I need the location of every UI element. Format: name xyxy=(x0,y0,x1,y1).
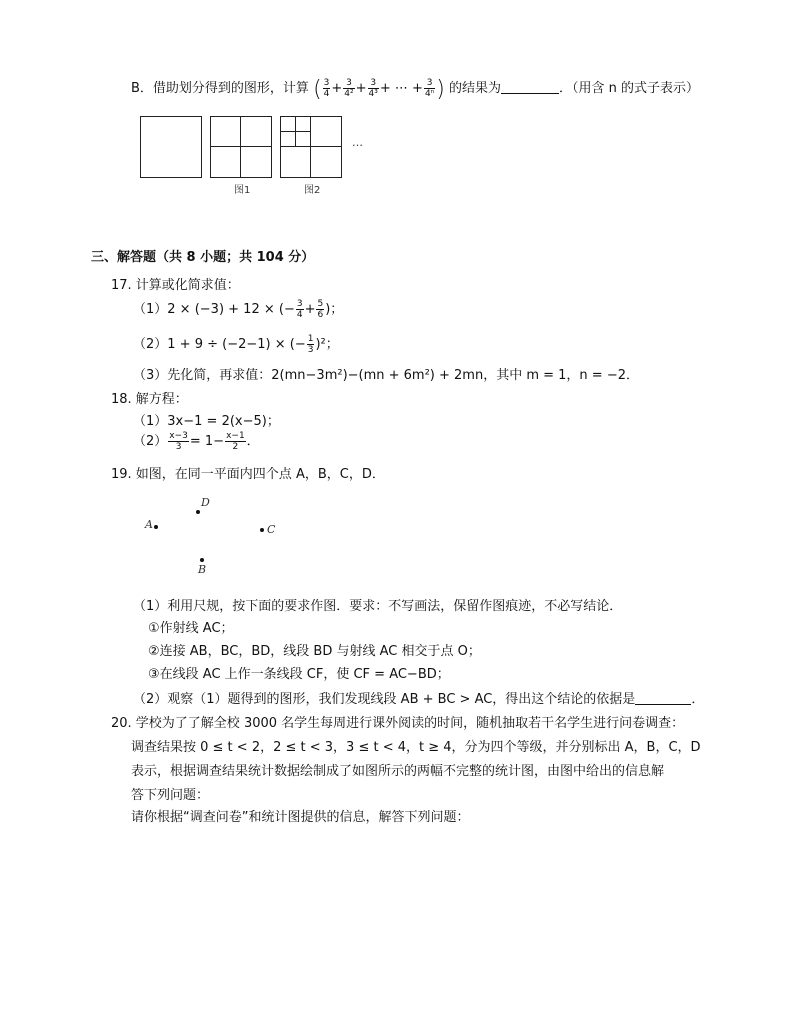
q20-line1: 20. 学校为了了解全校 3000 名学生每周进行课外阅读的时间，随机抽取若干名学生进行问卷调查： xyxy=(111,716,685,731)
point-d xyxy=(196,510,200,514)
question-b-suffix: 的结果为 xyxy=(449,81,502,96)
point-a xyxy=(154,525,158,529)
question-b-prefix: B．借助划分得到的图形，计算 xyxy=(131,81,309,96)
q19-answer-blank[interactable] xyxy=(635,692,691,705)
q19-title: 19. 如图，在同一平面内四个点 A，B，C，D． xyxy=(111,467,385,482)
q20-line5: 请你根据“调查问卷”和统计图提供的信息，解答下列问题： xyxy=(131,810,470,825)
point-a-label: A xyxy=(145,518,153,531)
q20-line2: 调查结果按 0 ≤ t < 2，2 ≤ t < 3，3 ≤ t < 4，t ≥ 4，分为四个等级，并分别标出 A，B，C，D xyxy=(131,740,701,755)
q18-fraction-b: $\frac{x-1}{2}$ xyxy=(226,431,245,452)
q19-part1: （1）利用尺规，按下面的要求作图．要求：不写画法，保留作图痕迹，不必写结论． xyxy=(133,599,623,614)
point-c-label: C xyxy=(267,523,276,536)
q17-fraction-b: $\frac{5}{6}$ xyxy=(317,299,324,320)
q17-fraction-c: $\frac{1}{3}$ xyxy=(307,334,314,355)
answer-blank[interactable] xyxy=(501,81,559,94)
q19-step1: ①作射线 AC； xyxy=(148,621,234,636)
q17-fraction-a: $\frac{3}{4}$ xyxy=(296,299,303,320)
q17-part1: （1）2 × (−3) + 12 × (− $\frac{3}{4}$ + $\frac{5}{6}$ )； xyxy=(133,299,344,320)
point-c xyxy=(260,528,264,532)
point-b-label: B xyxy=(198,563,207,576)
point-d-label: D xyxy=(201,496,210,509)
q19-part2: （2）观察（1）题得到的图形，我们发现线段 AB + BC > AC，得出这个结论的依据是 ． xyxy=(133,692,705,707)
q18-part2: （2） $\frac{x-3}{3}$ = 1− $\frac{x-1}{2}$ ． xyxy=(133,431,260,452)
section-title: 三、解答题（共 8 小题；共 104 分） xyxy=(91,250,315,265)
sum-dots: + ⋯ + xyxy=(379,81,423,96)
fraction-term-n: $\frac{3}{\text{4ⁿ}}$ xyxy=(424,78,435,99)
q19-step3: ③在线段 AC 上作一条线段 CF，使 CF = AC−BD； xyxy=(148,667,450,682)
point-b xyxy=(200,558,204,562)
q19-step2: ②连接 AB，BC，BD，线段 BD 与射线 AC 相交于点 O； xyxy=(148,644,481,659)
q17-title: 17. 计算或化简求值： xyxy=(111,278,240,293)
figure-caption-2: 图2 xyxy=(304,185,321,196)
q18-title: 18. 解方程： xyxy=(111,392,188,407)
fraction-term3: $\frac{3}{\text{4³}}$ xyxy=(368,78,378,99)
fraction-term1: $\frac{3}{4}$ xyxy=(323,78,330,99)
question-b: B．借助划分得到的图形，计算 ( $\frac{3}{4}$ + $\frac{3}{\text{4²}}$ + $\frac{3}{\text{4³}}$ + ⋯ + $\frac{3}{\text{4ⁿ}}$ ) 的结果为 ．（用含 n 的式子表示） xyxy=(131,77,700,102)
figure-caption-1: 图1 xyxy=(234,185,251,196)
figure-ellipsis: … xyxy=(352,136,363,149)
q17-part3: （3）先化简，再求值：2(mn−3m²)−(mn + 6m²) + 2mn，其中 m = 1，n = −2． xyxy=(133,368,639,383)
right-paren: ) xyxy=(436,77,445,102)
q20-line4: 答下列问题： xyxy=(131,788,210,803)
q18-fraction-a: $\frac{x-3}{3}$ xyxy=(169,431,188,452)
question-b-hint: ．（用含 n 的式子表示） xyxy=(559,81,700,96)
q18-part1: （1）3x−1 = 2(x−5)； xyxy=(133,414,280,429)
fraction-term2: $\frac{3}{\text{4²}}$ xyxy=(344,78,354,99)
q20-line3: 表示，根据调查结果统计数据绘制成了如图所示的两幅不完整的统计图，由图中给出的信息解 xyxy=(131,764,665,779)
left-paren: ( xyxy=(313,77,322,102)
q17-part2: （2）1 + 9 ÷ (−2−1) × (− $\frac{1}{3}$ )²； xyxy=(133,334,339,355)
